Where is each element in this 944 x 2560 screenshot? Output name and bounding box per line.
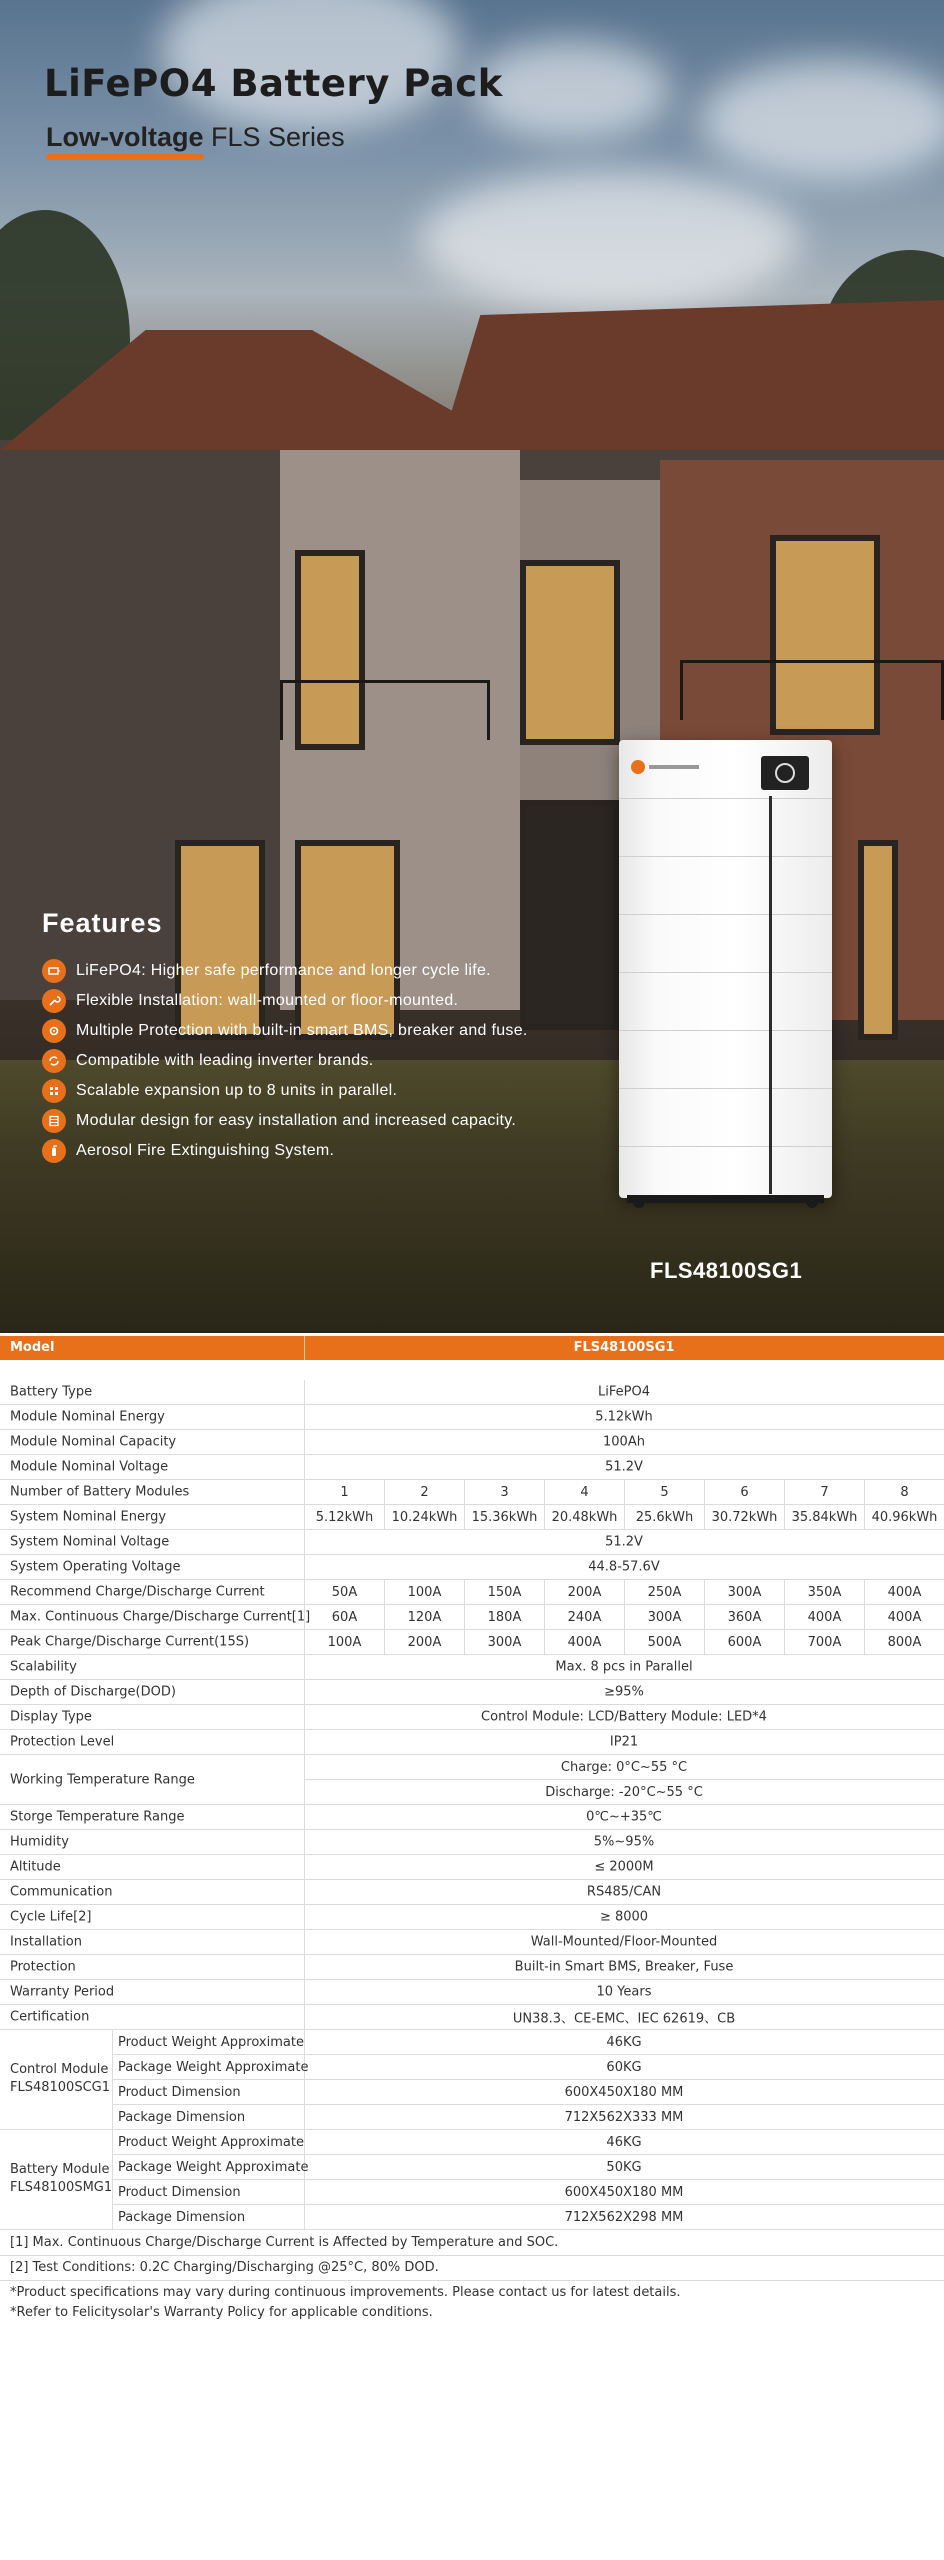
spec-label: Certification xyxy=(10,2009,90,2025)
group-label-line: FLS48100SCG1 xyxy=(10,2080,111,2095)
spec-row-multi xyxy=(0,1505,944,1530)
spec-value: Control Module: LCD/Battery Module: LED*4 xyxy=(481,1709,767,1725)
spec-cell: 2 xyxy=(384,1480,464,1504)
spec-value: 60KG xyxy=(606,2060,642,2075)
spec-cell: 240A xyxy=(544,1605,624,1629)
feature-text: Modular design for easy installation and increased capacity. xyxy=(76,1112,517,1129)
spec-cell: 400A xyxy=(864,1605,944,1629)
spec-label: System Operating Voltage xyxy=(10,1559,181,1575)
spec-row xyxy=(0,2005,944,2030)
balcony-railing xyxy=(680,660,944,720)
disclaimer: *Refer to Felicitysolar's Warranty Policy for applicable conditions. xyxy=(10,2305,433,2320)
spec-label: Working Temperature Range xyxy=(10,1772,195,1787)
spec-row-multi xyxy=(0,1605,944,1630)
spec-row xyxy=(0,1455,944,1480)
spec-value: RS485/CAN xyxy=(586,1884,662,1900)
spec-label: Product Dimension xyxy=(118,2085,241,2100)
spec-cell: 300A xyxy=(464,1630,544,1654)
spec-cell: 5.12kWh xyxy=(304,1505,384,1529)
feature-item xyxy=(42,1078,397,1104)
spec-cell: 1 xyxy=(304,1480,384,1504)
spec-cell: 15.36kWh xyxy=(464,1505,544,1529)
spec-value: Charge: 0°C~55 °C xyxy=(304,1755,944,1780)
spec-cell: 400A xyxy=(864,1580,944,1604)
spec-row xyxy=(0,1430,944,1455)
spec-cell: 350A xyxy=(784,1580,864,1604)
feature-text: Compatible with leading inverter brands. xyxy=(76,1052,374,1069)
spec-label: Installation xyxy=(10,1934,83,1950)
module-seam xyxy=(619,856,832,857)
feature-text: LiFePO4: Higher safe performance and longer cycle life. xyxy=(76,962,491,979)
spec-cell: 40.96kWh xyxy=(864,1505,944,1529)
feature-item xyxy=(42,1108,516,1134)
spec-cell: 250A xyxy=(624,1580,704,1604)
spec-value: Discharge: -20°C~55 °C xyxy=(545,1785,703,1800)
spec-cell: 800A xyxy=(864,1630,944,1654)
spec-value: Wall-Mounted/Floor-Mounted xyxy=(530,1934,718,1950)
spec-row xyxy=(0,1730,944,1755)
spec-row xyxy=(0,1905,944,1930)
spec-row xyxy=(0,1930,944,1955)
spec-label: Peak Charge/Discharge Current(15S) xyxy=(10,1634,250,1650)
spec-label: Module Nominal Energy xyxy=(10,1409,165,1425)
spec-value: 50KG xyxy=(606,2160,642,2175)
spec-label: System Nominal Voltage xyxy=(10,1534,170,1550)
spec-value: 10 Years xyxy=(596,1984,652,2000)
subtitle-highlight xyxy=(46,122,204,152)
spec-cell: 20.48kWh xyxy=(544,1505,624,1529)
spec-label: Protection Level xyxy=(10,1734,115,1750)
shield-gear-icon xyxy=(42,1019,66,1043)
battery-base xyxy=(627,1195,824,1203)
spec-label: Module Nominal Capacity xyxy=(10,1434,177,1450)
battery-icon xyxy=(42,959,66,983)
spec-cell: 3 xyxy=(464,1480,544,1504)
spec-value: 46KG xyxy=(606,2135,642,2150)
spec-row xyxy=(0,1705,944,1730)
page-subtitle xyxy=(46,122,345,153)
spec-label: Package Weight Approximate xyxy=(118,2160,309,2175)
spec-value: IP21 xyxy=(609,1734,639,1750)
feature-item xyxy=(42,1048,373,1074)
spec-value: 600X450X180 MM xyxy=(564,2185,684,2200)
spec-label: System Nominal Energy xyxy=(10,1509,167,1525)
spec-row xyxy=(0,1805,944,1830)
feature-item xyxy=(42,1018,528,1044)
feature-item xyxy=(42,988,458,1014)
footnote: [2] Test Conditions: 0.2C Charging/Discharging @25°C, 80% DOD. xyxy=(10,2260,439,2275)
wheel xyxy=(806,1196,818,1208)
spec-row xyxy=(112,2155,944,2180)
spec-cell: 30.72kWh xyxy=(704,1505,784,1529)
spec-cell: 150A xyxy=(464,1580,544,1604)
spec-cell: 200A xyxy=(544,1580,624,1604)
spec-label: Max. Continuous Charge/Discharge Current[1] xyxy=(10,1609,311,1625)
wrench-icon xyxy=(42,989,66,1013)
feature-item xyxy=(42,958,491,984)
spec-cell: 300A xyxy=(704,1580,784,1604)
feature-item xyxy=(42,1138,334,1164)
feature-text: Scalable expansion up to 8 units in parallel. xyxy=(76,1082,398,1099)
spec-row xyxy=(0,1980,944,2005)
spec-label: Package Dimension xyxy=(118,2110,246,2125)
spec-label: Display Type xyxy=(10,1709,92,1725)
spec-cell: 100A xyxy=(384,1580,464,1604)
battery-led-strip xyxy=(769,796,772,1194)
spec-value: 51.2V xyxy=(605,1459,643,1475)
spec-label: Communication xyxy=(10,1884,113,1900)
spec-row-working-temp xyxy=(0,1755,944,1805)
spec-value: 0℃~+35℃ xyxy=(586,1809,662,1825)
spec-label: Package Weight Approximate xyxy=(118,2060,309,2075)
expand-icon xyxy=(42,1079,66,1103)
module-seam xyxy=(619,1088,832,1089)
spec-cell: 180A xyxy=(464,1605,544,1629)
spec-value: 51.2V xyxy=(605,1534,643,1550)
spec-cell: 4 xyxy=(544,1480,624,1504)
spec-label: Number of Battery Modules xyxy=(10,1484,190,1500)
sync-icon xyxy=(42,1049,66,1073)
spec-row-multi xyxy=(0,1580,944,1605)
battery-product-image xyxy=(619,740,832,1208)
spec-cell: 200A xyxy=(384,1630,464,1654)
spec-row xyxy=(112,2055,944,2080)
group-label-line: Battery Module xyxy=(10,2162,110,2177)
module-seam xyxy=(619,798,832,799)
spec-row xyxy=(0,1530,944,1555)
spec-label: Module Nominal Voltage xyxy=(10,1459,169,1475)
spec-row xyxy=(0,1655,944,1680)
subtitle-underline xyxy=(46,154,204,160)
spec-label: Product Weight Approximate xyxy=(118,2135,304,2150)
spec-label: Humidity xyxy=(10,1834,69,1850)
spec-cell: 10.24kWh xyxy=(384,1505,464,1529)
spec-label: Battery Type xyxy=(10,1384,93,1400)
spec-row xyxy=(0,1380,944,1405)
spec-cell: 400A xyxy=(544,1630,624,1654)
spec-cell: 500A xyxy=(624,1630,704,1654)
feature-text: Multiple Protection with built-in smart BMS, breaker and fuse. xyxy=(76,1022,528,1039)
spec-value: 44.8-57.6V xyxy=(588,1559,660,1575)
spec-row xyxy=(112,2130,944,2155)
spec-value: 5.12kWh xyxy=(595,1409,653,1425)
spec-value: 46KG xyxy=(606,2035,642,2050)
battery-module-group xyxy=(0,2130,944,2230)
modules-icon xyxy=(42,1109,66,1133)
window xyxy=(520,560,620,745)
battery-cabinet xyxy=(619,740,832,1198)
spec-label: Product Weight Approximate xyxy=(118,2035,304,2050)
spec-cell: 120A xyxy=(384,1605,464,1629)
product-model-label: FLS48100SG1 xyxy=(650,1258,803,1283)
footnote: [1] Max. Continuous Charge/Discharge Current is Affected by Temperature and SOC. xyxy=(10,2235,559,2250)
spec-cell: 25.6kWh xyxy=(624,1505,704,1529)
spec-row xyxy=(112,2030,944,2055)
spec-row xyxy=(0,1555,944,1580)
spec-cell: 100A xyxy=(304,1630,384,1654)
module-seam xyxy=(619,914,832,915)
spec-value: Max. 8 pcs in Parallel xyxy=(555,1659,693,1675)
spec-header-label: Model xyxy=(10,1340,55,1355)
spec-label: Protection xyxy=(10,1959,76,1975)
subtitle-rest-text: FLS Series xyxy=(203,122,345,152)
spec-row-multi xyxy=(0,1630,944,1655)
spec-header-value: FLS48100SG1 xyxy=(573,1340,675,1355)
spec-label: Storge Temperature Range xyxy=(10,1809,185,1825)
spec-value: 600X450X180 MM xyxy=(564,2085,684,2100)
spec-cell: 60A xyxy=(304,1605,384,1629)
feature-text: Flexible Installation: wall-mounted or floor-mounted. xyxy=(76,992,459,1009)
spec-value: 100Ah xyxy=(603,1434,645,1450)
spec-row xyxy=(0,1405,944,1430)
spec-value: UN38.3、CE-EMC、IEC 62619、CB xyxy=(512,2011,736,2027)
brand-logo xyxy=(631,760,701,774)
spec-label: Product Dimension xyxy=(118,2185,241,2200)
cloud xyxy=(420,170,800,310)
spec-cell: 700A xyxy=(784,1630,864,1654)
spec-cell: 35.84kWh xyxy=(784,1505,864,1529)
spec-row-multi xyxy=(0,1480,944,1505)
spec-value: Built-in Smart BMS, Breaker, Fuse xyxy=(514,1959,734,1975)
door xyxy=(520,800,620,1030)
spec-value: ≤ 2000M xyxy=(594,1859,654,1875)
group-label xyxy=(10,2161,112,2197)
spec-row xyxy=(112,2080,944,2105)
battery-display xyxy=(761,756,809,790)
spec-cell: 6 xyxy=(704,1480,784,1504)
spec-value: 712X562X333 MM xyxy=(564,2110,684,2125)
control-module-group xyxy=(0,2030,944,2130)
disclaimer: *Product specifications may vary during continuous improvements. Please contact us for latest details. xyxy=(10,2285,681,2300)
spec-cell: 400A xyxy=(784,1605,864,1629)
wheel xyxy=(633,1196,645,1208)
roof-right xyxy=(440,300,944,450)
spec-value: 5%~95% xyxy=(593,1834,655,1850)
spec-cell: 8 xyxy=(864,1480,944,1504)
subtitle-bold-text: Low-voltage xyxy=(46,122,204,152)
spec-label: Cycle Life[2] xyxy=(10,1909,92,1925)
spec-value: ≥95% xyxy=(604,1684,644,1700)
fire-extinguisher-icon xyxy=(42,1139,66,1163)
spec-row xyxy=(112,2205,944,2230)
spec-cell: 5 xyxy=(624,1480,704,1504)
window xyxy=(858,840,898,1040)
features-heading: Features xyxy=(42,908,163,938)
page-title: LiFePO4 Battery Pack xyxy=(44,62,503,105)
group-label xyxy=(10,2061,110,2097)
spec-value: LiFePO4 xyxy=(598,1384,650,1400)
spec-cell: 7 xyxy=(784,1480,864,1504)
spec-row xyxy=(0,1855,944,1880)
module-seam xyxy=(619,1146,832,1147)
balcony-railing xyxy=(280,680,490,740)
spec-cell: 600A xyxy=(704,1630,784,1654)
spec-label: Warranty Period xyxy=(10,1984,115,2000)
spec-row xyxy=(112,2105,944,2130)
spec-cell: 360A xyxy=(704,1605,784,1629)
spec-label: Recommend Charge/Discharge Current xyxy=(10,1584,265,1600)
module-seam xyxy=(619,972,832,973)
module-seam xyxy=(619,1030,832,1031)
cloud xyxy=(700,60,944,180)
spec-value: 712X562X298 MM xyxy=(564,2210,684,2225)
spec-value: ≥ 8000 xyxy=(599,1909,649,1925)
spec-label: Altitude xyxy=(10,1859,61,1875)
spec-cell: 50A xyxy=(304,1580,384,1604)
feature-text: Aerosol Fire Extinguishing System. xyxy=(76,1142,335,1159)
spec-label: Package Dimension xyxy=(118,2210,246,2225)
spec-label: Scalability xyxy=(10,1659,77,1675)
spec-row xyxy=(0,1830,944,1855)
group-label-line: Control Module xyxy=(10,2062,109,2077)
spec-row xyxy=(112,2180,944,2205)
spec-row xyxy=(0,1955,944,1980)
spec-label: Depth of Discharge(DOD) xyxy=(10,1684,176,1700)
group-label-line: FLS48100SMG1 xyxy=(10,2180,113,2195)
spec-cell: 300A xyxy=(624,1605,704,1629)
spec-row xyxy=(0,1880,944,1905)
spec-header-row xyxy=(0,1336,944,1360)
spec-row xyxy=(0,1680,944,1705)
